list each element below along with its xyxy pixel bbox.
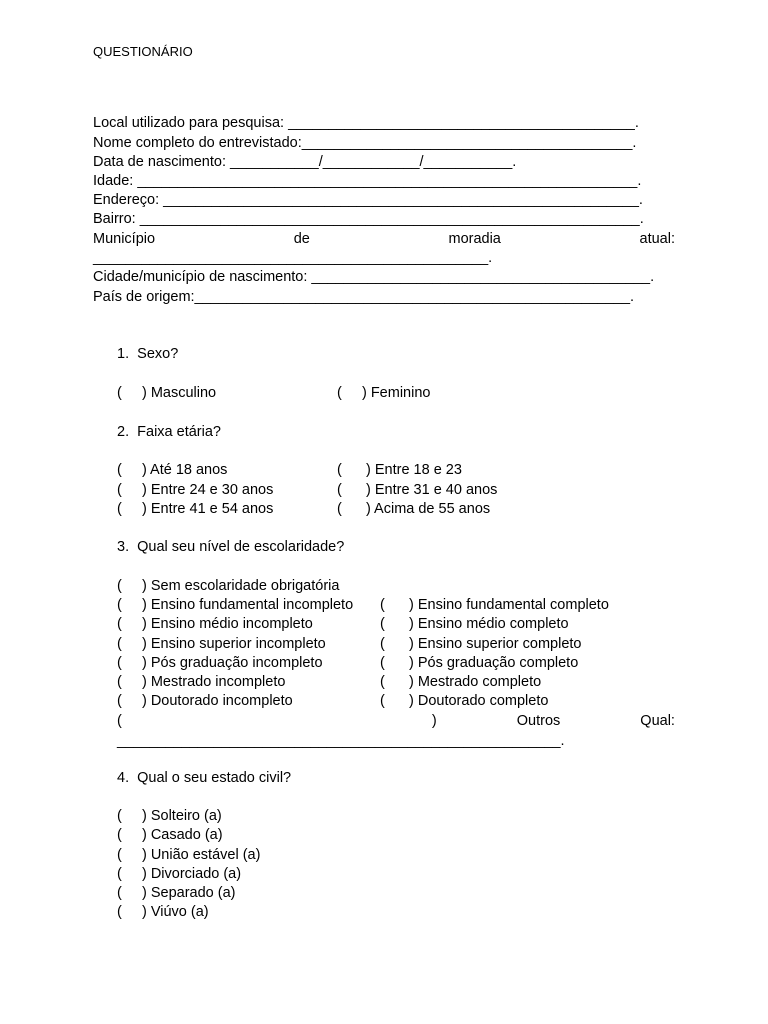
option-feminino[interactable]: ( ) Feminino	[337, 385, 431, 401]
field-municipio-line: _________________________________________________.	[93, 250, 493, 266]
option-fundamental-completo[interactable]: ( ) Ensino fundamental completo	[380, 597, 609, 613]
question-sexo: 1. Sexo?	[117, 346, 179, 362]
option-31-40[interactable]: ( ) Entre 31 e 40 anos	[337, 482, 498, 498]
municipio-word: Município	[93, 231, 156, 247]
option-24-30[interactable]: ( ) Entre 24 e 30 anos	[117, 482, 274, 498]
outros-word: (	[117, 713, 122, 729]
field-endereco: Endereço: ___________________________________________________________.	[93, 192, 643, 208]
option-separado[interactable]: ( ) Separado (a)	[117, 885, 236, 901]
question-escolaridade: 3. Qual seu nível de escolaridade?	[117, 539, 345, 555]
option-18-23[interactable]: ( ) Entre 18 e 23	[337, 462, 462, 478]
option-viuvo[interactable]: ( ) Viúvo (a)	[117, 904, 209, 920]
field-local: Local utilizado para pesquisa: ___________________________________________.	[93, 115, 639, 131]
field-nascimento: Data de nascimento: ___________/____________/___________.	[93, 154, 517, 170]
municipio-word: moradia	[448, 231, 501, 247]
option-mestrado-incompleto[interactable]: ( ) Mestrado incompleto	[117, 674, 286, 690]
option-superior-incompleto[interactable]: ( ) Ensino superior incompleto	[117, 636, 326, 652]
municipio-word: de	[293, 231, 310, 247]
option-outros[interactable]	[117, 712, 675, 731]
municipio-word: atual:	[639, 231, 675, 247]
option-fundamental-incompleto[interactable]: ( ) Ensino fundamental incompleto	[117, 597, 354, 613]
outros-word: Outros	[516, 713, 561, 729]
option-pos-completo[interactable]: ( ) Pós graduação completo	[380, 655, 579, 671]
option-casado[interactable]: ( ) Casado (a)	[117, 827, 223, 843]
option-masculino[interactable]: ( ) Masculino	[117, 385, 217, 401]
field-idade: Idade: ______________________________________________________________.	[93, 173, 642, 189]
option-superior-completo[interactable]: ( ) Ensino superior completo	[380, 636, 582, 652]
question-faixa-etaria: 2. Faixa etária?	[117, 424, 221, 440]
field-cidade: Cidade/município de nascimento: __________________________________________.	[93, 269, 655, 285]
option-sem-escolaridade[interactable]: ( ) Sem escolaridade obrigatória	[117, 578, 340, 594]
option-ate-18[interactable]: ( ) Até 18 anos	[117, 462, 228, 478]
option-41-54[interactable]: ( ) Entre 41 e 54 anos	[117, 501, 274, 517]
document-title: QUESTIONÁRIO	[93, 44, 193, 59]
option-acima-55[interactable]: ( ) Acima de 55 anos	[337, 501, 491, 517]
option-divorciado[interactable]: ( ) Divorciado (a)	[117, 866, 242, 882]
option-pos-incompleto[interactable]: ( ) Pós graduação incompleto	[117, 655, 323, 671]
outros-word: Qual:	[640, 713, 675, 729]
option-uniao-estavel[interactable]: ( ) União estável (a)	[117, 847, 261, 863]
question-estado-civil: 4. Qual o seu estado civil?	[117, 770, 292, 786]
field-nome: Nome completo do entrevistado:_________________________________________.	[93, 135, 637, 151]
field-bairro: Bairro: ______________________________________________________________.	[93, 211, 644, 227]
field-municipio	[93, 230, 675, 249]
option-medio-incompleto[interactable]: ( ) Ensino médio incompleto	[117, 616, 313, 632]
option-mestrado-completo[interactable]: ( ) Mestrado completo	[380, 674, 542, 690]
option-doutorado-completo[interactable]: ( ) Doutorado completo	[380, 693, 549, 709]
option-medio-completo[interactable]: ( ) Ensino médio completo	[380, 616, 569, 632]
outros-word: )	[431, 713, 437, 729]
option-solteiro[interactable]: ( ) Solteiro (a)	[117, 808, 222, 824]
option-doutorado-incompleto[interactable]: ( ) Doutorado incompleto	[117, 693, 293, 709]
outros-qual-line: _______________________________________________________.	[117, 733, 565, 749]
field-pais: País de origem:______________________________________________________.	[93, 289, 635, 305]
